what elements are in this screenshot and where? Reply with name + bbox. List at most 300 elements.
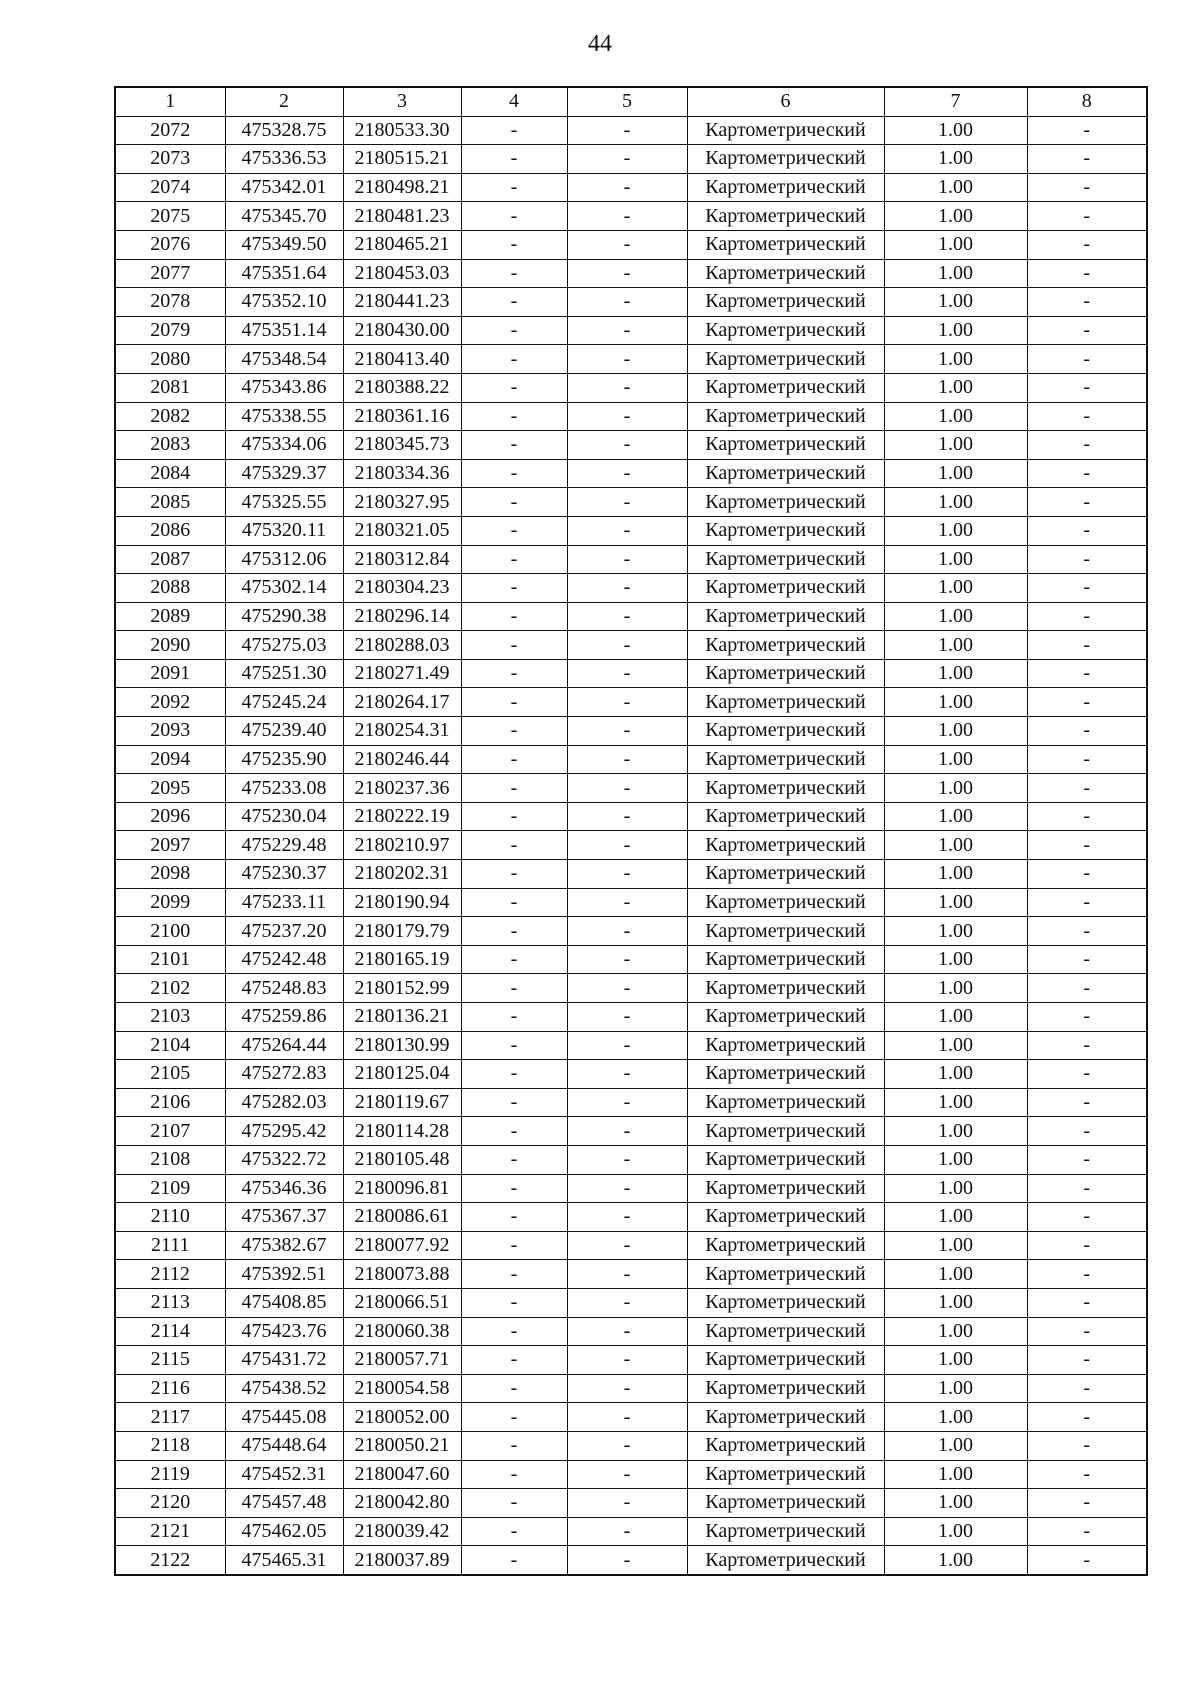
- x-coordinate-cell: 475351.64: [225, 259, 343, 288]
- accuracy-cell: 1.00: [884, 516, 1027, 545]
- accuracy-cell: 1.00: [884, 1203, 1027, 1232]
- table-row: [115, 1374, 1147, 1403]
- method-cell: Картометрический: [687, 1374, 884, 1403]
- column-8-cell: -: [1027, 1003, 1147, 1032]
- method-cell: Картометрический: [687, 717, 884, 746]
- header-cell: 8: [1027, 87, 1147, 116]
- column-8-cell: -: [1027, 774, 1147, 803]
- x-coordinate-cell: 475462.05: [225, 1517, 343, 1546]
- point-number-cell: 2105: [115, 1060, 225, 1089]
- x-coordinate-cell: 475230.37: [225, 860, 343, 889]
- column-8-cell: -: [1027, 345, 1147, 374]
- column-5-cell: -: [567, 631, 687, 660]
- x-coordinate-cell: 475431.72: [225, 1346, 343, 1375]
- column-5-cell: -: [567, 745, 687, 774]
- x-coordinate-cell: 475251.30: [225, 659, 343, 688]
- table-row: [115, 1174, 1147, 1203]
- column-4-cell: -: [461, 1460, 567, 1489]
- column-4-cell: -: [461, 1288, 567, 1317]
- accuracy-cell: 1.00: [884, 459, 1027, 488]
- column-8-cell: -: [1027, 659, 1147, 688]
- column-8-cell: -: [1027, 145, 1147, 174]
- y-coordinate-cell: 2180190.94: [343, 888, 461, 917]
- table-row: [115, 1431, 1147, 1460]
- table-row: [115, 1260, 1147, 1289]
- point-number-cell: 2099: [115, 888, 225, 917]
- x-coordinate-cell: 475230.04: [225, 802, 343, 831]
- point-number-cell: 2083: [115, 431, 225, 460]
- table-row: [115, 1031, 1147, 1060]
- column-8-cell: -: [1027, 1317, 1147, 1346]
- point-number-cell: 2075: [115, 202, 225, 231]
- point-number-cell: 2094: [115, 745, 225, 774]
- header-cell: 1: [115, 87, 225, 116]
- table-row: [115, 574, 1147, 603]
- column-8-cell: -: [1027, 917, 1147, 946]
- column-8-cell: -: [1027, 431, 1147, 460]
- column-8-cell: -: [1027, 1431, 1147, 1460]
- column-4-cell: -: [461, 1031, 567, 1060]
- table-row: [115, 1460, 1147, 1489]
- method-cell: Картометрический: [687, 1431, 884, 1460]
- column-8-cell: -: [1027, 259, 1147, 288]
- point-number-cell: 2076: [115, 230, 225, 259]
- method-cell: Картометрический: [687, 202, 884, 231]
- column-5-cell: -: [567, 1088, 687, 1117]
- y-coordinate-cell: 2180096.81: [343, 1174, 461, 1203]
- x-coordinate-cell: 475445.08: [225, 1403, 343, 1432]
- point-number-cell: 2111: [115, 1231, 225, 1260]
- column-5-cell: -: [567, 1174, 687, 1203]
- x-coordinate-cell: 475457.48: [225, 1489, 343, 1518]
- point-number-cell: 2112: [115, 1260, 225, 1289]
- x-coordinate-cell: 475233.08: [225, 774, 343, 803]
- point-number-cell: 2081: [115, 373, 225, 402]
- method-cell: Картометрический: [687, 1088, 884, 1117]
- column-4-cell: -: [461, 659, 567, 688]
- x-coordinate-cell: 475264.44: [225, 1031, 343, 1060]
- column-5-cell: -: [567, 145, 687, 174]
- x-coordinate-cell: 475408.85: [225, 1288, 343, 1317]
- column-4-cell: -: [461, 860, 567, 889]
- table-row: [115, 373, 1147, 402]
- table-row: [115, 1145, 1147, 1174]
- column-8-cell: -: [1027, 230, 1147, 259]
- column-4-cell: -: [461, 831, 567, 860]
- y-coordinate-cell: 2180060.38: [343, 1317, 461, 1346]
- y-coordinate-cell: 2180312.84: [343, 545, 461, 574]
- column-4-cell: -: [461, 145, 567, 174]
- y-coordinate-cell: 2180136.21: [343, 1003, 461, 1032]
- method-cell: Картометрический: [687, 1003, 884, 1032]
- table-row: [115, 602, 1147, 631]
- x-coordinate-cell: 475302.14: [225, 574, 343, 603]
- column-4-cell: -: [461, 1489, 567, 1518]
- column-4-cell: -: [461, 259, 567, 288]
- point-number-cell: 2119: [115, 1460, 225, 1489]
- accuracy-cell: 1.00: [884, 1403, 1027, 1432]
- table-row: [115, 1317, 1147, 1346]
- table-row: [115, 1088, 1147, 1117]
- method-cell: Картометрический: [687, 1288, 884, 1317]
- accuracy-cell: 1.00: [884, 1374, 1027, 1403]
- method-cell: Картометрический: [687, 1517, 884, 1546]
- column-4-cell: -: [461, 1145, 567, 1174]
- point-number-cell: 2108: [115, 1145, 225, 1174]
- y-coordinate-cell: 2180246.44: [343, 745, 461, 774]
- x-coordinate-cell: 475242.48: [225, 945, 343, 974]
- x-coordinate-cell: 475351.14: [225, 316, 343, 345]
- method-cell: Картометрический: [687, 1145, 884, 1174]
- method-cell: Картометрический: [687, 1260, 884, 1289]
- column-5-cell: -: [567, 516, 687, 545]
- method-cell: Картометрический: [687, 1203, 884, 1232]
- method-cell: Картометрический: [687, 173, 884, 202]
- point-number-cell: 2101: [115, 945, 225, 974]
- header-cell: 3: [343, 87, 461, 116]
- y-coordinate-cell: 2180073.88: [343, 1260, 461, 1289]
- column-5-cell: -: [567, 1060, 687, 1089]
- y-coordinate-cell: 2180039.42: [343, 1517, 461, 1546]
- x-coordinate-cell: 475237.20: [225, 917, 343, 946]
- column-5-cell: -: [567, 888, 687, 917]
- column-5-cell: -: [567, 1145, 687, 1174]
- column-5-cell: -: [567, 1403, 687, 1432]
- table-row: [115, 145, 1147, 174]
- table-row: [115, 774, 1147, 803]
- point-number-cell: 2089: [115, 602, 225, 631]
- method-cell: Картометрический: [687, 1489, 884, 1518]
- column-8-cell: -: [1027, 373, 1147, 402]
- column-8-cell: -: [1027, 1203, 1147, 1232]
- column-8-cell: -: [1027, 602, 1147, 631]
- column-5-cell: -: [567, 1203, 687, 1232]
- accuracy-cell: 1.00: [884, 1031, 1027, 1060]
- accuracy-cell: 1.00: [884, 860, 1027, 889]
- column-5-cell: -: [567, 602, 687, 631]
- column-4-cell: -: [461, 1117, 567, 1146]
- point-number-cell: 2090: [115, 631, 225, 660]
- accuracy-cell: 1.00: [884, 688, 1027, 717]
- column-8-cell: -: [1027, 860, 1147, 889]
- column-4-cell: -: [461, 1174, 567, 1203]
- method-cell: Картометрический: [687, 1346, 884, 1375]
- method-cell: Картометрический: [687, 316, 884, 345]
- x-coordinate-cell: 475312.06: [225, 545, 343, 574]
- x-coordinate-cell: 475343.86: [225, 373, 343, 402]
- y-coordinate-cell: 2180114.28: [343, 1117, 461, 1146]
- column-5-cell: -: [567, 1031, 687, 1060]
- table-row: [115, 745, 1147, 774]
- point-number-cell: 2091: [115, 659, 225, 688]
- method-cell: Картометрический: [687, 1460, 884, 1489]
- method-cell: Картометрический: [687, 1403, 884, 1432]
- accuracy-cell: 1.00: [884, 1060, 1027, 1089]
- column-8-cell: -: [1027, 545, 1147, 574]
- x-coordinate-cell: 475322.72: [225, 1145, 343, 1174]
- table-row: [115, 688, 1147, 717]
- y-coordinate-cell: 2180430.00: [343, 316, 461, 345]
- y-coordinate-cell: 2180413.40: [343, 345, 461, 374]
- accuracy-cell: 1.00: [884, 745, 1027, 774]
- x-coordinate-cell: 475259.86: [225, 1003, 343, 1032]
- column-5-cell: -: [567, 1489, 687, 1518]
- page-number: 44: [588, 31, 612, 57]
- column-5-cell: -: [567, 860, 687, 889]
- column-4-cell: -: [461, 459, 567, 488]
- column-4-cell: -: [461, 802, 567, 831]
- point-number-cell: 2078: [115, 288, 225, 317]
- accuracy-cell: 1.00: [884, 945, 1027, 974]
- x-coordinate-cell: 475349.50: [225, 230, 343, 259]
- column-4-cell: -: [461, 974, 567, 1003]
- column-5-cell: -: [567, 202, 687, 231]
- point-number-cell: 2115: [115, 1346, 225, 1375]
- accuracy-cell: 1.00: [884, 173, 1027, 202]
- method-cell: Картометрический: [687, 288, 884, 317]
- column-8-cell: -: [1027, 1346, 1147, 1375]
- table-row: [115, 1546, 1147, 1575]
- table-row: [115, 888, 1147, 917]
- column-8-cell: -: [1027, 1288, 1147, 1317]
- x-coordinate-cell: 475392.51: [225, 1260, 343, 1289]
- point-number-cell: 2088: [115, 574, 225, 603]
- point-number-cell: 2072: [115, 116, 225, 145]
- column-8-cell: -: [1027, 1546, 1147, 1575]
- y-coordinate-cell: 2180361.16: [343, 402, 461, 431]
- y-coordinate-cell: 2180054.58: [343, 1374, 461, 1403]
- method-cell: Картометрический: [687, 116, 884, 145]
- table-row: [115, 1489, 1147, 1518]
- column-8-cell: -: [1027, 631, 1147, 660]
- method-cell: Картометрический: [687, 1231, 884, 1260]
- method-cell: Картометрический: [687, 488, 884, 517]
- y-coordinate-cell: 2180202.31: [343, 860, 461, 889]
- column-4-cell: -: [461, 1088, 567, 1117]
- method-cell: Картометрический: [687, 888, 884, 917]
- point-number-cell: 2120: [115, 1489, 225, 1518]
- column-8-cell: -: [1027, 202, 1147, 231]
- column-8-cell: -: [1027, 1145, 1147, 1174]
- accuracy-cell: 1.00: [884, 574, 1027, 603]
- y-coordinate-cell: 2180105.48: [343, 1145, 461, 1174]
- column-4-cell: -: [461, 1003, 567, 1032]
- column-5-cell: -: [567, 1260, 687, 1289]
- header-row: [115, 87, 1147, 116]
- accuracy-cell: 1.00: [884, 373, 1027, 402]
- point-number-cell: 2121: [115, 1517, 225, 1546]
- accuracy-cell: 1.00: [884, 145, 1027, 174]
- column-8-cell: -: [1027, 745, 1147, 774]
- method-cell: Картометрический: [687, 831, 884, 860]
- coordinates-table: [114, 86, 1148, 1576]
- table-row: [115, 945, 1147, 974]
- column-5-cell: -: [567, 717, 687, 746]
- column-5-cell: -: [567, 1231, 687, 1260]
- column-4-cell: -: [461, 1260, 567, 1289]
- column-5-cell: -: [567, 1460, 687, 1489]
- accuracy-cell: 1.00: [884, 431, 1027, 460]
- y-coordinate-cell: 2180077.92: [343, 1231, 461, 1260]
- table-row: [115, 431, 1147, 460]
- point-number-cell: 2122: [115, 1546, 225, 1575]
- accuracy-cell: 1.00: [884, 488, 1027, 517]
- column-8-cell: -: [1027, 1517, 1147, 1546]
- accuracy-cell: 1.00: [884, 545, 1027, 574]
- point-number-cell: 2095: [115, 774, 225, 803]
- y-coordinate-cell: 2180086.61: [343, 1203, 461, 1232]
- column-8-cell: -: [1027, 116, 1147, 145]
- accuracy-cell: 1.00: [884, 316, 1027, 345]
- column-4-cell: -: [461, 1231, 567, 1260]
- accuracy-cell: 1.00: [884, 602, 1027, 631]
- column-5-cell: -: [567, 431, 687, 460]
- method-cell: Картометрический: [687, 516, 884, 545]
- x-coordinate-cell: 475334.06: [225, 431, 343, 460]
- column-8-cell: -: [1027, 1088, 1147, 1117]
- table-row: [115, 516, 1147, 545]
- x-coordinate-cell: 475290.38: [225, 602, 343, 631]
- x-coordinate-cell: 475448.64: [225, 1431, 343, 1460]
- column-4-cell: -: [461, 1374, 567, 1403]
- method-cell: Картометрический: [687, 545, 884, 574]
- x-coordinate-cell: 475465.31: [225, 1546, 343, 1575]
- table-row: [115, 631, 1147, 660]
- y-coordinate-cell: 2180042.80: [343, 1489, 461, 1518]
- column-4-cell: -: [461, 1203, 567, 1232]
- column-4-cell: -: [461, 316, 567, 345]
- method-cell: Картометрический: [687, 745, 884, 774]
- method-cell: Картометрический: [687, 402, 884, 431]
- column-5-cell: -: [567, 1288, 687, 1317]
- y-coordinate-cell: 2180388.22: [343, 373, 461, 402]
- column-4-cell: -: [461, 888, 567, 917]
- method-cell: Картометрический: [687, 1031, 884, 1060]
- header-cell: 4: [461, 87, 567, 116]
- x-coordinate-cell: 475320.11: [225, 516, 343, 545]
- column-4-cell: -: [461, 1060, 567, 1089]
- point-number-cell: 2118: [115, 1431, 225, 1460]
- y-coordinate-cell: 2180321.05: [343, 516, 461, 545]
- y-coordinate-cell: 2180453.03: [343, 259, 461, 288]
- accuracy-cell: 1.00: [884, 917, 1027, 946]
- column-5-cell: -: [567, 1003, 687, 1032]
- table-row: [115, 345, 1147, 374]
- method-cell: Картометрический: [687, 431, 884, 460]
- column-5-cell: -: [567, 574, 687, 603]
- column-8-cell: -: [1027, 1174, 1147, 1203]
- column-8-cell: -: [1027, 888, 1147, 917]
- method-cell: Картометрический: [687, 631, 884, 660]
- y-coordinate-cell: 2180119.67: [343, 1088, 461, 1117]
- column-5-cell: -: [567, 402, 687, 431]
- y-coordinate-cell: 2180165.19: [343, 945, 461, 974]
- point-number-cell: 2098: [115, 860, 225, 889]
- table-row: [115, 717, 1147, 746]
- point-number-cell: 2107: [115, 1117, 225, 1146]
- column-8-cell: -: [1027, 717, 1147, 746]
- accuracy-cell: 1.00: [884, 974, 1027, 1003]
- point-number-cell: 2117: [115, 1403, 225, 1432]
- column-4-cell: -: [461, 1317, 567, 1346]
- point-number-cell: 2093: [115, 717, 225, 746]
- column-4-cell: -: [461, 945, 567, 974]
- point-number-cell: 2102: [115, 974, 225, 1003]
- method-cell: Картометрический: [687, 802, 884, 831]
- point-number-cell: 2077: [115, 259, 225, 288]
- table-row: [115, 1231, 1147, 1260]
- x-coordinate-cell: 475423.76: [225, 1317, 343, 1346]
- accuracy-cell: 1.00: [884, 1489, 1027, 1518]
- table-row: [115, 1517, 1147, 1546]
- x-coordinate-cell: 475367.37: [225, 1203, 343, 1232]
- y-coordinate-cell: 2180441.23: [343, 288, 461, 317]
- method-cell: Картометрический: [687, 345, 884, 374]
- table-row: [115, 860, 1147, 889]
- y-coordinate-cell: 2180066.51: [343, 1288, 461, 1317]
- method-cell: Картометрический: [687, 1317, 884, 1346]
- method-cell: Картометрический: [687, 1117, 884, 1146]
- table-row: [115, 173, 1147, 202]
- column-4-cell: -: [461, 631, 567, 660]
- column-4-cell: -: [461, 574, 567, 603]
- column-8-cell: -: [1027, 316, 1147, 345]
- point-number-cell: 2074: [115, 173, 225, 202]
- accuracy-cell: 1.00: [884, 259, 1027, 288]
- y-coordinate-cell: 2180515.21: [343, 145, 461, 174]
- x-coordinate-cell: 475329.37: [225, 459, 343, 488]
- y-coordinate-cell: 2180304.23: [343, 574, 461, 603]
- column-8-cell: -: [1027, 288, 1147, 317]
- table-row: [115, 545, 1147, 574]
- column-4-cell: -: [461, 173, 567, 202]
- y-coordinate-cell: 2180533.30: [343, 116, 461, 145]
- table-row: [115, 802, 1147, 831]
- accuracy-cell: 1.00: [884, 1546, 1027, 1575]
- column-4-cell: -: [461, 688, 567, 717]
- accuracy-cell: 1.00: [884, 1003, 1027, 1032]
- table-row: [115, 1288, 1147, 1317]
- x-coordinate-cell: 475248.83: [225, 974, 343, 1003]
- accuracy-cell: 1.00: [884, 888, 1027, 917]
- column-8-cell: -: [1027, 488, 1147, 517]
- y-coordinate-cell: 2180345.73: [343, 431, 461, 460]
- column-4-cell: -: [461, 116, 567, 145]
- column-8-cell: -: [1027, 802, 1147, 831]
- accuracy-cell: 1.00: [884, 659, 1027, 688]
- column-5-cell: -: [567, 1317, 687, 1346]
- column-5-cell: -: [567, 459, 687, 488]
- table-row: [115, 917, 1147, 946]
- x-coordinate-cell: 475233.11: [225, 888, 343, 917]
- method-cell: Картометрический: [687, 259, 884, 288]
- table-body: [115, 116, 1147, 1575]
- y-coordinate-cell: 2180152.99: [343, 974, 461, 1003]
- point-number-cell: 2085: [115, 488, 225, 517]
- column-5-cell: -: [567, 831, 687, 860]
- accuracy-cell: 1.00: [884, 1460, 1027, 1489]
- x-coordinate-cell: 475229.48: [225, 831, 343, 860]
- accuracy-cell: 1.00: [884, 717, 1027, 746]
- table-row: [115, 459, 1147, 488]
- accuracy-cell: 1.00: [884, 1288, 1027, 1317]
- point-number-cell: 2097: [115, 831, 225, 860]
- x-coordinate-cell: 475325.55: [225, 488, 343, 517]
- method-cell: Картометрический: [687, 459, 884, 488]
- point-number-cell: 2103: [115, 1003, 225, 1032]
- y-coordinate-cell: 2180210.97: [343, 831, 461, 860]
- column-4-cell: -: [461, 1346, 567, 1375]
